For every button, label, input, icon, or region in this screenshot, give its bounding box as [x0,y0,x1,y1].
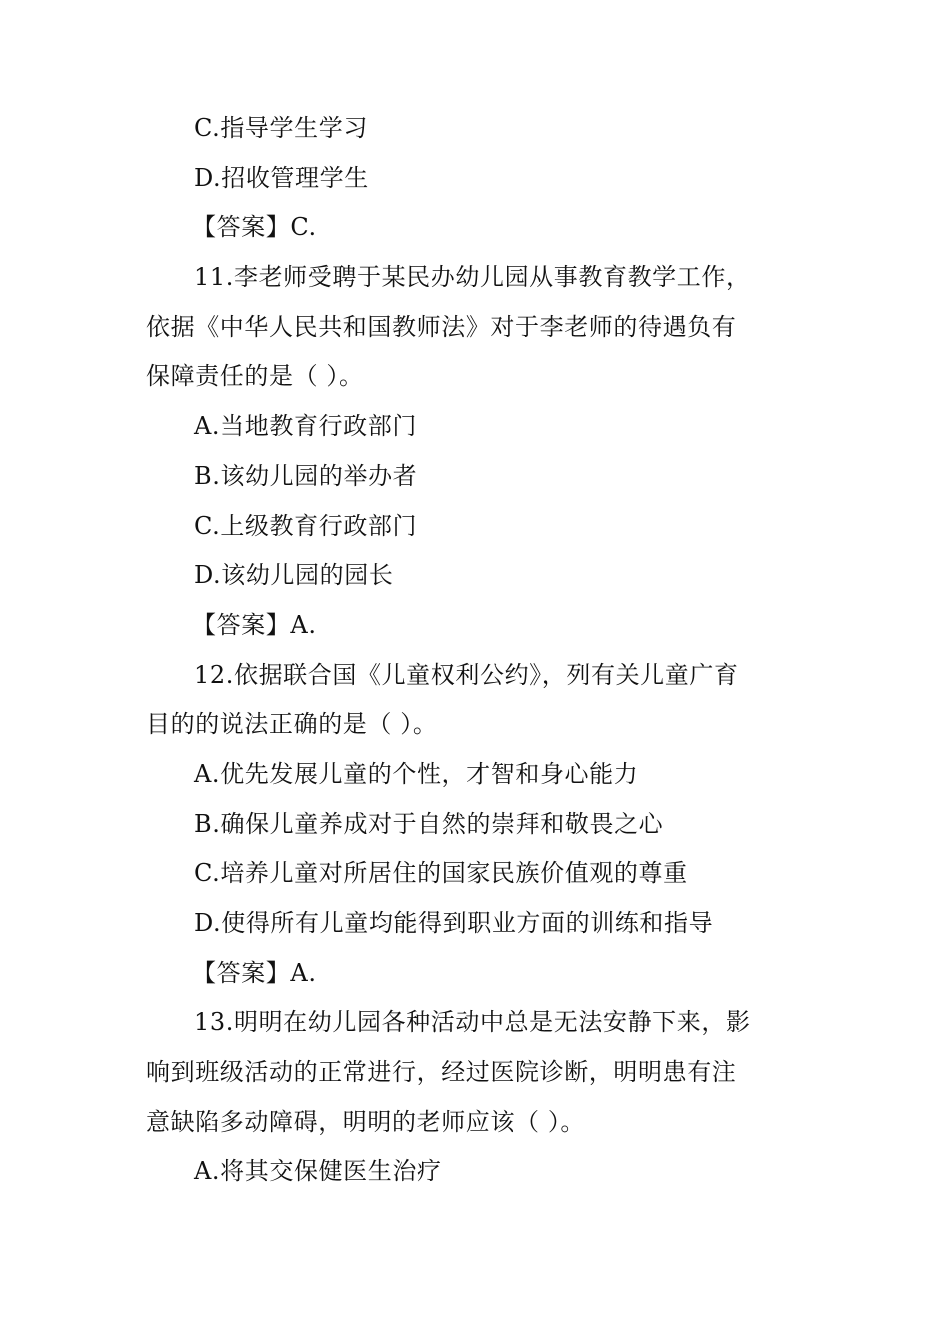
question-12-option-b: B.确保儿童养成对于自然的崇拜和敬畏之心 [194,809,664,838]
question-11-line-1: 11.李老师受聘于某民办幼儿园从事教育教学工作， [194,263,751,292]
question-11-option-a: A.当地教育行政部门 [194,412,417,441]
question-11-option-d: D.该幼儿园的园长 [194,561,394,590]
question-13-line-1: 13.明明在幼儿园各种活动中总是无法安静下来，影 [194,1008,751,1037]
question-13-line-3: 意缺陷多动障碍，明明的老师应该（ ）。 [146,1107,586,1136]
question-11-option-b: B.该幼儿园的举办者 [194,461,418,490]
option-c: C.指导学生学习 [194,114,368,142]
question-13-option-a: A.将其交保健医生治疗 [194,1157,442,1186]
question-12-option-a: A.优先发展儿童的个性，才智和身心能力 [194,759,639,788]
question-13-line-2: 响到班级活动的正常进行，经过医院诊断，明明患有注 [146,1058,737,1087]
question-12-line-2: 目的的说法正确的是（ ）。 [146,710,438,739]
question-11-answer: 【答案】A. [192,610,317,639]
question-12-option-d: D.使得所有儿童均能得到职业方面的训练和指导 [194,909,714,937]
document-body [146,104,762,1197]
question-11-line-2: 依据《中华人民共和国教师法》对于李老师的待遇负有 [146,312,737,341]
question-12-option-c: C.培养儿童对所居住的国家民族价值观的尊重 [194,859,688,888]
question-11-line-3: 保障责任的是（ ）。 [146,362,364,391]
question-12-line-1: 12.依据联合国《儿童权利公约》，列有关儿童广育 [194,660,739,689]
question-11-option-c: C.上级教育行政部门 [194,511,418,540]
question-12-answer: 【答案】A. [192,958,317,987]
option-d: D.招收管理学生 [194,163,369,192]
answer-line: 【答案】C. [192,213,317,242]
